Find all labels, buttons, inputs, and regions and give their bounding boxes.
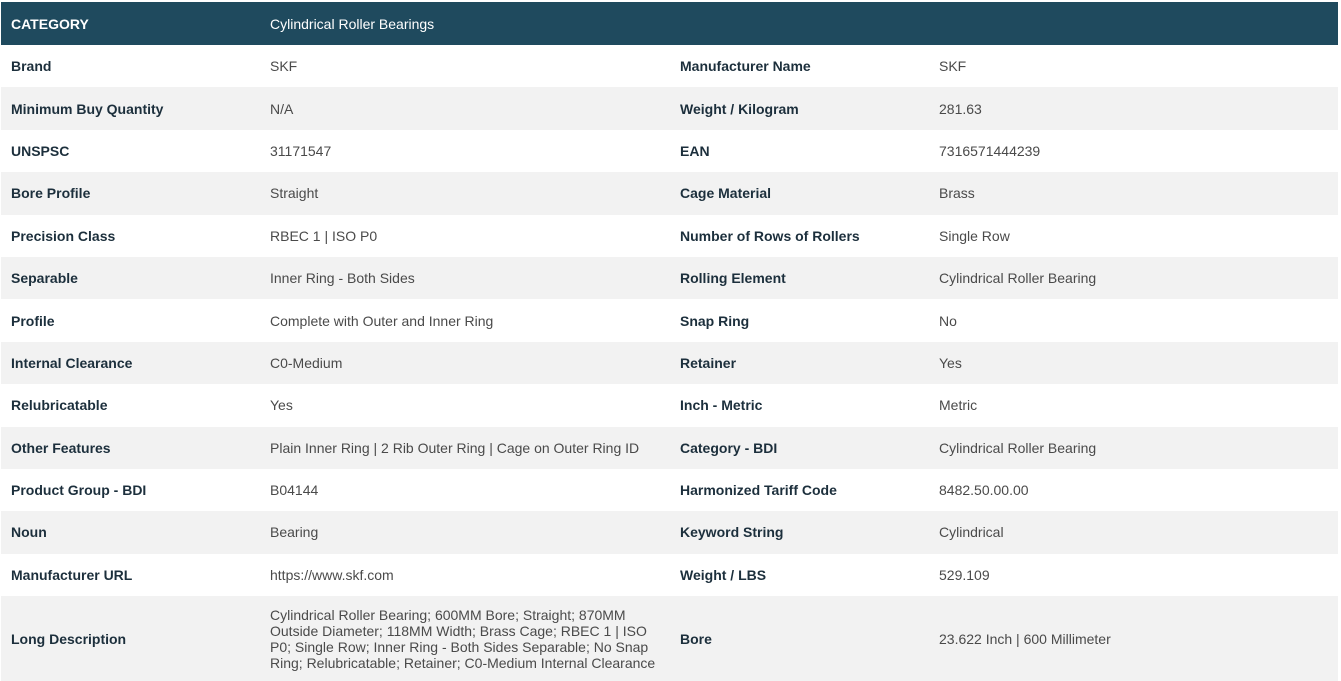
spec-value: Cylindrical <box>939 524 1004 541</box>
spec-value: 281.63 <box>939 100 982 117</box>
spec-value: C0-Medium <box>270 354 343 371</box>
spec-label: Manufacturer URL <box>11 566 133 583</box>
spec-value: Metric <box>939 397 978 414</box>
spec-value: N/A <box>270 100 294 117</box>
table-row <box>1 215 1338 257</box>
spec-value: 529.109 <box>939 566 990 583</box>
spec-label: Long Description <box>11 630 127 647</box>
spec-label: Keyword String <box>680 524 784 541</box>
spec-label: Internal Clearance <box>11 354 133 371</box>
spec-label: EAN <box>680 142 710 159</box>
spec-label: Manufacturer Name <box>680 58 811 75</box>
spec-value: SKF <box>939 58 967 75</box>
spec-value: Plain Inner Ring | 2 Rib Outer Ring | Cage on Outer Ring ID <box>270 439 640 456</box>
spec-label: UNSPSC <box>11 142 70 159</box>
spec-value: B04144 <box>270 482 319 499</box>
spec-value: 31171547 <box>270 142 332 159</box>
spec-label: Number of Rows of Rollers <box>680 227 860 244</box>
spec-value: Bearing <box>270 524 319 541</box>
spec-label: Relubricatable <box>11 397 108 414</box>
table-row <box>1 342 1338 384</box>
spec-label: Bore Profile <box>11 185 91 202</box>
spec-label: Brand <box>11 58 52 75</box>
spec-label: Snap Ring <box>680 312 750 329</box>
spec-label: Other Features <box>11 439 111 456</box>
spec-value: Yes <box>939 354 962 371</box>
table-row <box>1 87 1338 129</box>
spec-value: Inner Ring - Both Sides <box>270 270 415 287</box>
spec-value: https://www.skf.com <box>270 566 394 583</box>
spec-label: Separable <box>11 270 78 287</box>
spec-label: Cage Material <box>680 185 772 202</box>
table-row <box>1 427 1338 469</box>
spec-label: Product Group - BDI <box>11 482 147 499</box>
spec-value: Cylindrical Roller Bearing; 600MM Bore; Straight; 870MM Outside Diameter; 118MM Width; Brass Cage; RBEC 1 | ISO P0; Single Row; Inner Ring - Both Sides Separable; No Snap Ring; Relubricatable; Retainer; C0-Medium Internal Clearance <box>270 606 656 671</box>
spec-value: RBEC 1 | ISO P0 <box>270 227 378 244</box>
spec-label: Weight / Kilogram <box>680 100 799 117</box>
table-row <box>1 554 1338 596</box>
spec-label: Harmonized Tariff Code <box>680 482 837 499</box>
spec-value: Brass <box>939 185 975 202</box>
spec-label: Minimum Buy Quantity <box>11 100 164 117</box>
table-row <box>1 130 1338 172</box>
spec-value: Cylindrical Roller Bearing <box>939 439 1097 456</box>
spec-value: Straight <box>270 185 319 202</box>
table-row <box>1 596 1338 681</box>
spec-value: 23.622 Inch | 600 Millimeter <box>939 630 1111 647</box>
table-row <box>1 511 1338 553</box>
spec-label: Category - BDI <box>680 439 778 456</box>
category-value: Cylindrical Roller Bearings <box>270 15 435 32</box>
spec-label: Inch - Metric <box>680 397 763 414</box>
table-row <box>1 45 1338 87</box>
spec-value: Complete with Outer and Inner Ring <box>270 312 494 329</box>
specifications-table <box>1 2 1338 681</box>
spec-label: Bore <box>680 630 712 647</box>
spec-value: No <box>939 312 957 329</box>
spec-label: Retainer <box>680 354 737 371</box>
table-row <box>1 384 1338 426</box>
spec-label: Profile <box>11 312 55 329</box>
spec-label: Noun <box>11 524 47 541</box>
table-row <box>1 257 1338 299</box>
spec-label: Weight / LBS <box>680 566 767 583</box>
spec-value: Single Row <box>939 227 1010 244</box>
spec-label: Precision Class <box>11 227 116 244</box>
category-label: CATEGORY <box>11 15 89 32</box>
table-row <box>1 299 1338 341</box>
table-row <box>1 469 1338 511</box>
spec-value: 8482.50.00.00 <box>939 482 1029 499</box>
category-header-row <box>1 2 1338 45</box>
table-row <box>1 172 1338 214</box>
spec-table-container <box>1 2 1338 681</box>
spec-value: SKF <box>270 58 298 75</box>
spec-label: Rolling Element <box>680 270 786 287</box>
spec-value: 7316571444239 <box>939 142 1041 159</box>
spec-value: Yes <box>270 397 293 414</box>
spec-value: Cylindrical Roller Bearing <box>939 270 1097 287</box>
